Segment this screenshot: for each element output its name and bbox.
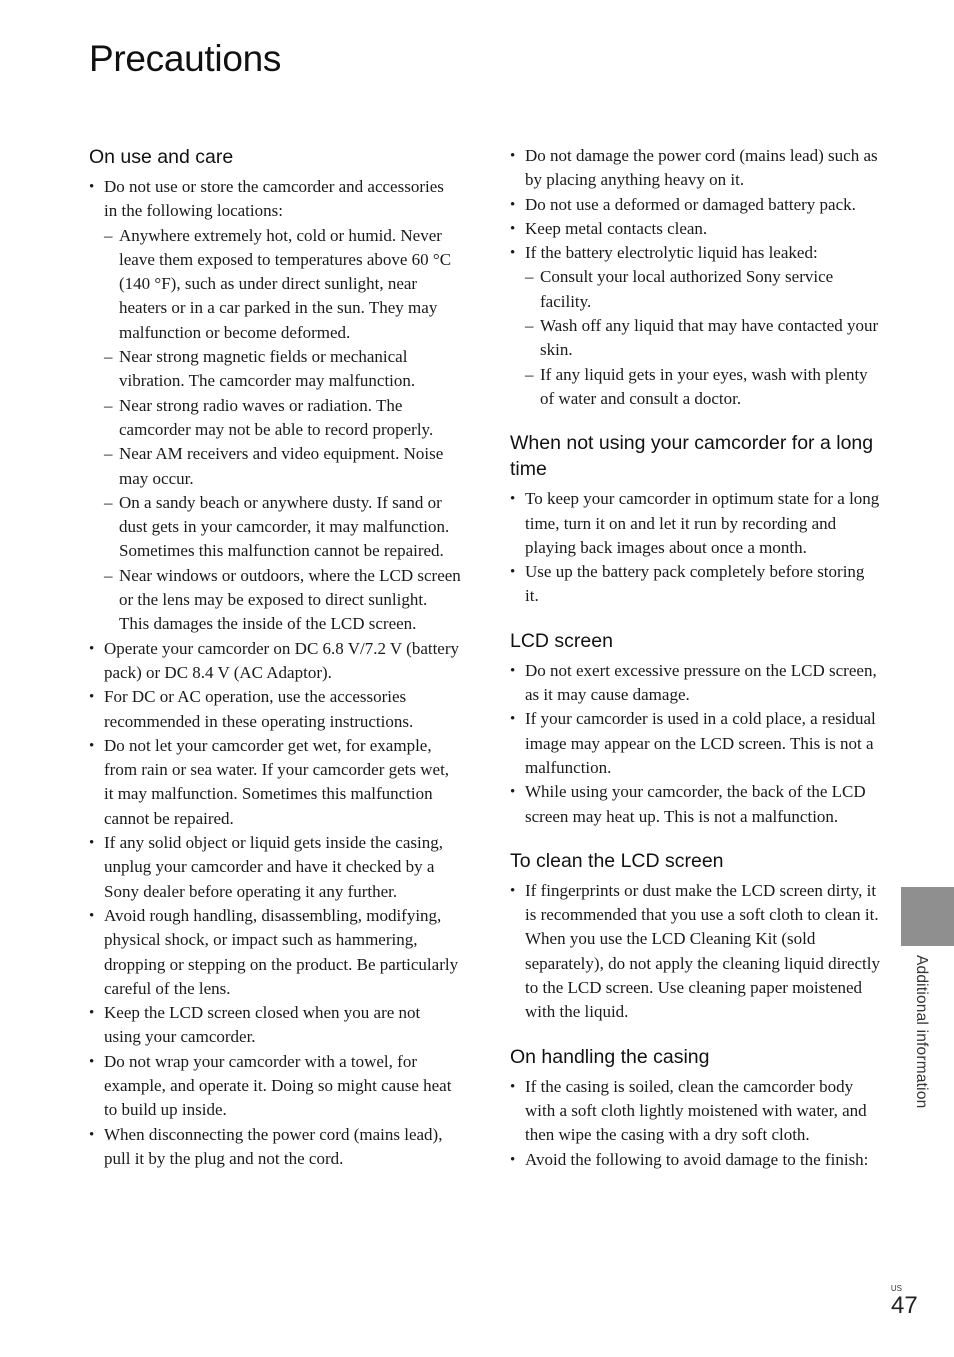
- left-column: [89, 144, 461, 1190]
- bullet-text: If the battery electrolytic liquid has leaked:: [525, 243, 818, 263]
- sub-item: – Consult your local authorized Sony service facility.: [525, 265, 882, 314]
- chapter-label: Additional information: [913, 955, 930, 1109]
- bullet-item: • Do not use a deformed or damaged battery pack.: [510, 193, 882, 217]
- sub-list: [104, 224, 461, 637]
- bullet-item: • Use up the battery pack completely before storing it.: [510, 560, 882, 609]
- bullet-list: [510, 1075, 882, 1172]
- bullet-item: • When disconnecting the power cord (mains lead), pull it by the plug and not the cord.: [89, 1123, 461, 1172]
- section-clean-lcd: [510, 848, 882, 1025]
- bullet-item: • Avoid rough handling, disassembling, modifying, physical shock, or impact such as hammering, dropping or stepping on the product. Be particularly careful of the lens.: [89, 904, 461, 1001]
- right-column: [510, 144, 882, 1191]
- bullet-text: Do not use or store the camcorder and accessories in the following locations:: [104, 177, 444, 221]
- section-title: To clean the LCD screen: [510, 849, 724, 872]
- section-long-time: [510, 430, 882, 608]
- bullet-list: [510, 879, 882, 1025]
- section-title: On use and care: [89, 146, 234, 168]
- bullet-item: • If fingerprints or dust make the LCD screen dirty, it is recommended that you use a soft cloth to clean it. When you use the LCD Cleaning Kit (sold separately), do not apply the cleaning liquid directly to the LCD screen. Use cleaning paper moistened with the liquid.: [510, 879, 882, 1025]
- bullet-item: • For DC or AC operation, use the accessories recommended in these operating instructions.: [89, 685, 461, 734]
- bullet-item: • Avoid the following to avoid damage to the finish:: [510, 1148, 882, 1172]
- sub-item: – Near windows or outdoors, where the LCD screen or the lens may be exposed to direct sunlight. This damages the inside of the LCD screen.: [104, 564, 461, 637]
- section-title: On handling the casing: [510, 1045, 710, 1068]
- bullet-list: [510, 144, 882, 411]
- bullet-item: • Operate your camcorder on DC 6.8 V/7.2 V (battery pack) or DC 8.4 V (AC Adaptor).: [89, 637, 461, 686]
- bullet-item: • Do not exert excessive pressure on the LCD screen, as it may cause damage.: [510, 659, 882, 708]
- page-number: 47: [891, 1292, 918, 1319]
- bullet-item: • If your camcorder is used in a cold place, a residual image may appear on the LCD screen. This is not a malfunction.: [510, 707, 882, 780]
- bullet-item: • Do not damage the power cord (mains lead) such as by placing anything heavy on it.: [510, 144, 882, 193]
- bullet-item: • While using your camcorder, the back of the LCD screen may heat up. This is not a malfunction.: [510, 780, 882, 829]
- chapter-tab-marker: [901, 887, 954, 946]
- sub-item: – Near strong radio waves or radiation. The camcorder may not be able to record properly.: [104, 394, 461, 443]
- bullet-list: [510, 659, 882, 829]
- bullet-item: • If any solid object or liquid gets inside the casing, unplug your camcorder and have it checked by a Sony dealer before operating it any further.: [89, 831, 461, 904]
- page-region-code: US: [890, 1284, 902, 1293]
- sub-item: – If any liquid gets in your eyes, wash with plenty of water and consult a doctor.: [525, 363, 882, 412]
- sub-list: [525, 265, 882, 411]
- sub-item: – Near strong magnetic fields or mechanical vibration. The camcorder may malfunction.: [104, 345, 461, 394]
- section-casing: [510, 1044, 882, 1172]
- page-title: Precautions: [89, 38, 282, 79]
- bullet-list: [510, 487, 882, 608]
- sub-item: – Wash off any liquid that may have contacted your skin.: [525, 314, 882, 363]
- bullet-item: • To keep your camcorder in optimum state for a long time, turn it on and let it run by recording and playing back images about once a month.: [510, 487, 882, 560]
- section-on-use-and-care: [89, 144, 461, 1171]
- section-title: LCD screen: [510, 629, 613, 652]
- sub-item: – Near AM receivers and video equipment. Noise may occur.: [104, 442, 461, 491]
- section-lcd-screen: [510, 628, 882, 829]
- bullet-item: [510, 241, 882, 411]
- bullet-item: • Keep the LCD screen closed when you are not using your camcorder.: [89, 1001, 461, 1050]
- section-title: When not using your camcorder for a long time: [510, 432, 874, 481]
- section-on-use-and-care-continued: [510, 144, 882, 411]
- sub-item: – On a sandy beach or anywhere dusty. If sand or dust gets in your camcorder, it may malfunction. Sometimes this malfunction cannot be repaired.: [104, 491, 461, 564]
- bullet-item: • Do not wrap your camcorder with a towel, for example, and operate it. Doing so might cause heat to build up inside.: [89, 1050, 461, 1123]
- bullet-item: • Do not let your camcorder get wet, for example, from rain or sea water. If your camcorder gets wet, it may malfunction. Sometimes this malfunction cannot be repaired.: [89, 734, 461, 831]
- bullet-item: • If the casing is soiled, clean the camcorder body with a soft cloth lightly moistened with water, and then wipe the casing with a dry soft cloth.: [510, 1075, 882, 1148]
- bullet-item: [89, 175, 461, 637]
- bullet-list: [89, 175, 461, 1171]
- bullet-item: • Keep metal contacts clean.: [510, 217, 882, 241]
- sub-item: – Anywhere extremely hot, cold or humid. Never leave them exposed to temperatures above 60 °C (140 °F), such as under direct sunlight, near heaters or in a car parked in the sun. They may malfunction or become deformed.: [104, 224, 461, 345]
